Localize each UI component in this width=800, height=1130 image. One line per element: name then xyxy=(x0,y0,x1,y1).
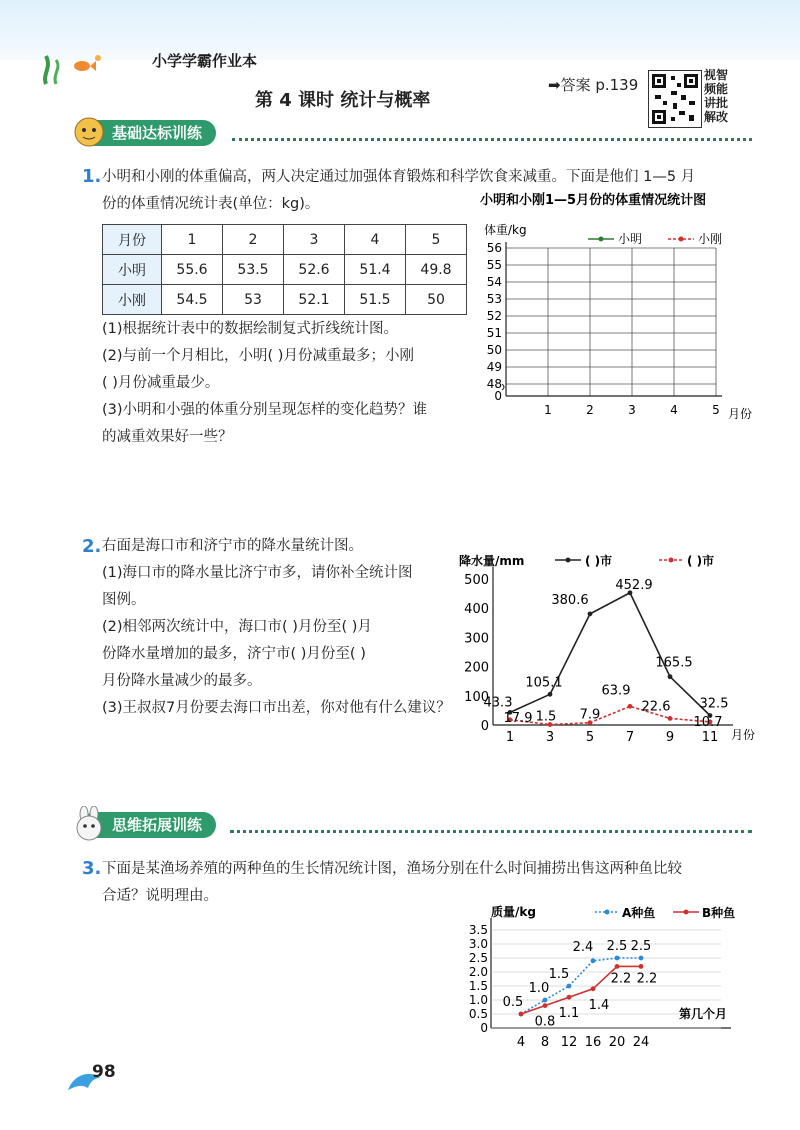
x-tick-label: 2 xyxy=(586,403,594,417)
legend-label: ( )市 xyxy=(687,554,715,568)
x-tick-label: 5 xyxy=(712,403,720,417)
data-label: 32.5 xyxy=(699,696,729,712)
y-tick-label: 54 xyxy=(486,275,502,289)
x-axis-label: 第几个月 xyxy=(679,1007,728,1021)
chart-axes xyxy=(493,567,733,725)
data-point xyxy=(628,704,633,709)
data-point xyxy=(668,716,673,721)
x-axis-label: 月份 xyxy=(728,407,753,421)
question-1-subquestions: (1)根据统计表中的数据绘制复式折线统计图。 (2)与前一个月相比，小明( )月份减重最多；小刚 ( )月份减重最少。 (3)小明和小强的体重分别呈现怎样的变化趋势？谁 的减重效果好一些？ xyxy=(102,321,428,445)
section-extend-label: 思维拓展训练 xyxy=(82,812,216,838)
legend-marker xyxy=(669,558,674,563)
y-tick-label: 0 xyxy=(494,389,502,403)
x-tick-label: 1 xyxy=(544,403,552,417)
y-tick-label: 500 xyxy=(464,573,489,588)
x-tick-label: 20 xyxy=(608,1035,626,1050)
question-number: 2. xyxy=(82,536,102,557)
question-2-text: 右面是海口市和济宁市的降水量统计图。 (1)海口市的降水量比济宁市多，请你补全统计图 图例。 (2)相邻两次统计中，海口市( )月份至( )月 份降水量增加的最多，济宁市( )月份至( ) 月份降水量减少的最多。 (3)王叔叔7月份要去海口市出差，你对他有什么建议？ xyxy=(102,538,451,716)
table-row xyxy=(103,285,467,315)
brand-title: 小学学霸作业本 xyxy=(152,52,258,70)
pencil-mascot-icon xyxy=(72,114,106,150)
y-tick-label: 1.5 xyxy=(468,979,488,993)
y-tick-label: 3.0 xyxy=(468,937,488,951)
chart-series xyxy=(484,578,729,730)
table-cell: 52.6 xyxy=(284,255,345,285)
y-tick-label: 200 xyxy=(464,660,489,676)
table-cell: 49.8 xyxy=(406,255,467,285)
data-label: 2.5 xyxy=(606,939,628,954)
table-cell: 小刚 xyxy=(103,285,162,315)
table-cell: 51.4 xyxy=(345,255,406,285)
y-tick-label: 51 xyxy=(486,326,502,340)
section-divider xyxy=(230,830,752,833)
data-point xyxy=(615,956,620,961)
data-label: 2.2 xyxy=(636,971,658,987)
y-tick-label: 2.0 xyxy=(468,965,488,979)
answer-reference: ➡答案 p.139 xyxy=(548,76,639,94)
tick-labels xyxy=(487,241,720,417)
table-cell: 54.5 xyxy=(162,285,223,315)
y-tick-label: 2.5 xyxy=(468,951,488,965)
data-label: 2.4 xyxy=(572,939,594,955)
table-cell: 53.5 xyxy=(223,255,284,285)
seaweed-fish-icon xyxy=(38,48,108,86)
data-point xyxy=(543,1003,548,1008)
header-background xyxy=(0,0,800,60)
y-tick-label: 400 xyxy=(464,602,489,618)
section-divider xyxy=(232,138,752,141)
x-tick-label: 3 xyxy=(545,730,555,745)
data-label: 43.3 xyxy=(483,695,513,711)
data-point xyxy=(591,986,596,991)
x-tick-label: 8 xyxy=(540,1035,550,1050)
table-header: 5 xyxy=(406,225,467,255)
data-label: 63.9 xyxy=(601,683,631,699)
chart-series xyxy=(503,939,658,1030)
rainfall-chart xyxy=(455,545,775,755)
video-label: 视智 频能 讲批 解改 xyxy=(704,68,729,124)
data-label: 2.5 xyxy=(630,939,652,954)
data-point xyxy=(668,674,673,679)
x-tick-label: 12 xyxy=(560,1035,578,1050)
chart-grid xyxy=(506,248,716,396)
y-tick-label: 0 xyxy=(480,719,489,734)
y-tick-label: 49 xyxy=(486,360,502,374)
y-tick-label: 55 xyxy=(486,258,502,272)
data-label: 2.2 xyxy=(610,971,632,987)
x-tick-label: 11 xyxy=(701,730,719,745)
table-header: 月份 xyxy=(103,225,162,255)
data-label: 1.0 xyxy=(528,981,550,996)
table-header: 3 xyxy=(284,225,345,255)
legend-label: A种鱼 xyxy=(622,906,656,920)
y-tick-label: 300 xyxy=(464,631,489,647)
table-cell: 52.1 xyxy=(284,285,345,315)
chart-legend xyxy=(588,231,722,246)
y-tick-label: 56 xyxy=(486,241,502,255)
x-axis-label: 月份 xyxy=(731,728,756,742)
x-tick-label: 7 xyxy=(625,730,635,745)
data-point xyxy=(639,956,644,961)
weight-chart xyxy=(470,188,770,428)
data-label: 1.1 xyxy=(558,1006,580,1022)
x-tick-label: 3 xyxy=(628,403,636,417)
question-3-text: 下面是某渔场养殖的两种鱼的生长情况统计图，渔场分别在什么时间捕捞出售这两种鱼比较 合适？说明理由。 xyxy=(102,861,682,904)
y-tick-label: 52 xyxy=(486,309,502,323)
table-header: 4 xyxy=(345,225,406,255)
table-header: 2 xyxy=(223,225,284,255)
data-label: 7.9 xyxy=(579,707,601,723)
legend-label: 小明 xyxy=(618,232,643,246)
legend-marker xyxy=(605,910,610,915)
table-cell: 55.6 xyxy=(162,255,223,285)
data-point xyxy=(567,995,572,1000)
x-tick-label: 16 xyxy=(584,1035,602,1050)
table-cell: 53 xyxy=(223,285,284,315)
data-label: 452.9 xyxy=(615,577,653,593)
table-cell: 51.5 xyxy=(345,285,406,315)
y-axis-label: 降水量/mm xyxy=(459,554,525,568)
y-tick-label: 0 xyxy=(480,1021,488,1035)
legend-label: 小刚 xyxy=(698,232,723,246)
legend-label: ( )市 xyxy=(585,554,613,568)
axis-break-icon xyxy=(502,384,504,390)
table-row xyxy=(103,255,467,285)
legend-marker xyxy=(566,558,571,563)
question-number: 1. xyxy=(82,166,102,187)
x-tick-label: 24 xyxy=(632,1035,650,1050)
data-label: 1.5 xyxy=(548,967,570,982)
legend-label: B种鱼 xyxy=(702,906,736,920)
data-label: 105.1 xyxy=(525,675,563,691)
x-tick-label: 1 xyxy=(505,730,515,745)
y-tick-label: 50 xyxy=(486,343,502,357)
data-label: 0.8 xyxy=(534,1014,556,1030)
data-point xyxy=(591,958,596,963)
data-label: 165.5 xyxy=(655,655,693,671)
y-tick-label: 3.5 xyxy=(468,923,488,937)
y-tick-label: 0.5 xyxy=(468,1007,488,1021)
data-point xyxy=(588,611,593,616)
legend-marker xyxy=(679,237,684,242)
data-label: 1.5 xyxy=(535,709,557,725)
data-point xyxy=(567,984,572,989)
data-point xyxy=(615,964,620,969)
data-label: 1.4 xyxy=(588,997,610,1013)
x-tick-label: 5 xyxy=(585,730,595,745)
data-point xyxy=(543,998,548,1003)
data-label: 380.6 xyxy=(551,592,589,608)
legend-marker xyxy=(684,910,689,915)
question-1-text: 小明和小刚的体重偏高，两人决定通过加强体育锻炼和科学饮食来减重。下面是他们 1—5 月 份的体重情况统计表(单位：kg)。 xyxy=(102,169,696,212)
fish-growth-chart xyxy=(455,898,775,1058)
table-row xyxy=(103,225,467,255)
data-point xyxy=(519,1012,524,1017)
chart-legend xyxy=(555,553,714,568)
data-point xyxy=(639,964,644,969)
section-basic-label: 基础达标训练 xyxy=(82,120,216,146)
y-tick-label: 48 xyxy=(486,377,502,391)
data-label: 22.6 xyxy=(641,699,671,715)
x-tick-label: 4 xyxy=(516,1035,526,1050)
rabbit-mascot-icon xyxy=(72,806,106,842)
table-header: 1 xyxy=(162,225,223,255)
chart-legend xyxy=(595,905,735,920)
table-cell: 50 xyxy=(406,285,467,315)
data-point xyxy=(548,692,553,697)
weight-table xyxy=(102,224,467,315)
page-number: 98 xyxy=(92,1062,116,1082)
y-tick-label: 53 xyxy=(486,292,502,306)
table-cell: 小明 xyxy=(103,255,162,285)
legend-marker xyxy=(599,237,604,242)
x-tick-label: 4 xyxy=(670,403,678,417)
y-tick-label: 1.0 xyxy=(468,993,488,1007)
data-label: 10.7 xyxy=(693,714,723,730)
y-axis-label: 质量/kg xyxy=(491,905,536,919)
lesson-title: 第 4 课时 统计与概率 xyxy=(255,90,431,111)
data-label: 0.5 xyxy=(502,995,524,1010)
data-label: 17.9 xyxy=(503,710,533,726)
chart-title: 小明和小刚1—5月份的体重情况统计图 xyxy=(480,193,707,208)
question-number: 3. xyxy=(82,858,102,879)
y-axis-label: 体重/kg xyxy=(484,223,527,237)
x-tick-label: 9 xyxy=(665,730,675,745)
qr-code-icon[interactable] xyxy=(648,70,702,128)
y-tick-label: 100 xyxy=(464,689,489,705)
